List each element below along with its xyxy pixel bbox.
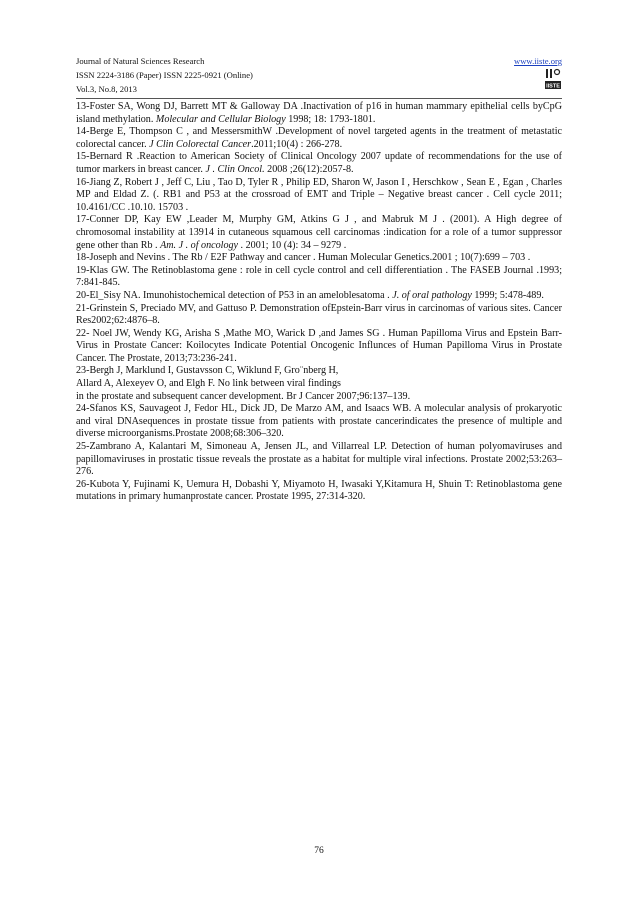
reference-entry [76,126,562,151]
reference-entry [76,328,562,366]
page-number: 76 [314,846,324,856]
reference-text: 20-El_Sisy NA. Imunohistochemical detection of P53 in an ameloblesatoma . [76,289,393,301]
reference-text: 13-Foster SA, Wong DJ, Barrett MT & Galloway DA .Inactivation of p16 in human mammary epithelial cells byCpG island methylation. [76,101,562,125]
reference-text: 14-Berge E, Thompson C , and MessersmithW .Development of novel targeted agents in the treatment of metastatic colorectal cancer. [76,126,562,150]
reference-entry [76,378,562,391]
reference-text: 23-Bergh J, Marklund I, Gustavsson C, Wiklund F, Gro¨nberg H, [76,365,339,377]
reference-journal-italic: Molecular and Cellular Biology [155,113,286,125]
reference-journal-italic: J . Clin Oncol. [205,163,265,175]
reference-entry [76,290,562,303]
reference-text: 22- Noel JW, Wendy KG, Arisha S ,Mathe MO, Warick D ,and James SG . Human Papilloma Virus and Epstein Barr-Virus in Prostate Cancer: Koilocytes Indicate Potential Oncogenic Influnces of Human Papilloma Virus in Prostate Cancer. The Prostate, 2013;73:236-241. [76,327,562,364]
reference-journal-italic: J. of oral pathology [392,289,472,301]
reference-entry [76,151,562,176]
reference-journal-italic: Am. J . of oncology [160,239,239,251]
journal-title: Journal of Natural Sciences Research [76,56,205,66]
reference-text: . 2001; 10 (4): 34 – 9279 . [238,239,347,251]
reference-journal-italic: J Clin Colorectal Cancer [149,138,252,150]
reference-text: 19-Klas GW. The Retinoblastoma gene : role in cell cycle control and cell differentiation . The FASEB Journal .1993; 7:841-845. [76,264,562,289]
reference-text: 18-Joseph and Nevins . The Rb / E2F Pathway and cancer . Human Molecular Genetics.2001 ; 10(7):699 – 703 . [76,252,531,264]
issn-line: ISSN 2224-3186 (Paper) ISSN 2225-0921 (Online) [76,70,253,80]
reference-entry [76,391,562,404]
reference-text: in the prostate and subsequent cancer development. Br J Cancer 2007;96:137–139. [76,390,411,402]
reference-entry [76,441,562,479]
reference-text: 15-Bernard R .Reaction to American Society of Clinical Oncology 2007 update of recommendations for the use of tumor markers in breast cancer. [76,151,562,175]
reference-text: 16-Jiang Z, Robert J , Jeff C, Liu , Tao D, Tyler R , Philip ED, Sharon W, Jason I , Herschkow , Sean E , Egan , Charles MP and Eldad Z. (. RB1 and P53 at the crossroad of EMT and Triple – Negative breast cancer . Cell cycle 2011; 10.4161/CC .10.10. 15703 . [76,176,562,213]
reference-text: .2011;10(4) : 266-278. [251,138,343,150]
journal-url-link[interactable]: www.iiste.org [514,56,562,66]
reference-entry [76,101,562,126]
reference-text: Allard A, Alexeyev O, and Elgh F. No link between viral findings [76,378,341,390]
reference-text: 2008 ;26(12):2057-8. [264,163,354,175]
reference-text: 17-Conner DP, Kay EW ,Leader M, Murphy GM, Atkins G J , and Mabruk M J . (2001). A High degree of chromosomal instability at 13914 in cutaneous squamous cell carcinomas :indication for a role of a tumor suppressor gene other than Rb . [76,214,562,251]
iiste-logo-icon [544,67,562,91]
reference-entry [76,265,562,290]
volume-line: Vol.3, No.8, 2013 [76,84,137,94]
page-header [76,54,562,96]
reference-text: 26-Kubota Y, Fujinami K, Uemura H, Dobashi Y, Miyamoto H, Iwasaki Y,Kitamura H, Shuin T: Retinoblastoma gene mutations in primary humanprostate cancer. Prostate 1995, 27:314-320. [76,478,562,503]
reference-text: 25-Zambrano A, Kalantari M, Simoneau A, Jensen JL, and Villarreal LP. Detection of human polyomaviruses and papillomaviruses in prostatic tissue reveals the prostate as a habitat for multiple viral infections. Prostate 2002;53:263–276. [76,441,562,478]
reference-entry [76,403,562,441]
reference-list [76,101,562,504]
reference-entry [76,252,562,265]
reference-entry [76,365,562,378]
reference-text: 1999; 5:478-489. [471,289,544,301]
header-divider [76,98,562,99]
reference-entry [76,177,562,215]
reference-entry [76,303,562,328]
reference-entry [76,214,562,252]
reference-text: 21-Grinstein S, Preciado MV, and Gattuso P. Demonstration ofEpstein-Barr virus in carcinomas of various sites. Cancer Res2002;62:4876–8. [76,302,562,327]
reference-entry [76,479,562,504]
logo-text: IISTE [546,83,560,90]
reference-text: 24-Sfanos KS, Sauvageot J, Fedor HL, Dick JD, De Marzo AM, and Isaacs WB. A molecular analysis of prokaryotic and viral DNAsequences in prostate tissue from patients with prostate cancerindicates the presence of multiple and diverse microorganisms.Prostate 2008;68:306–320. [76,403,562,440]
reference-text: 1998; 18: 1793-1801. [285,113,376,125]
